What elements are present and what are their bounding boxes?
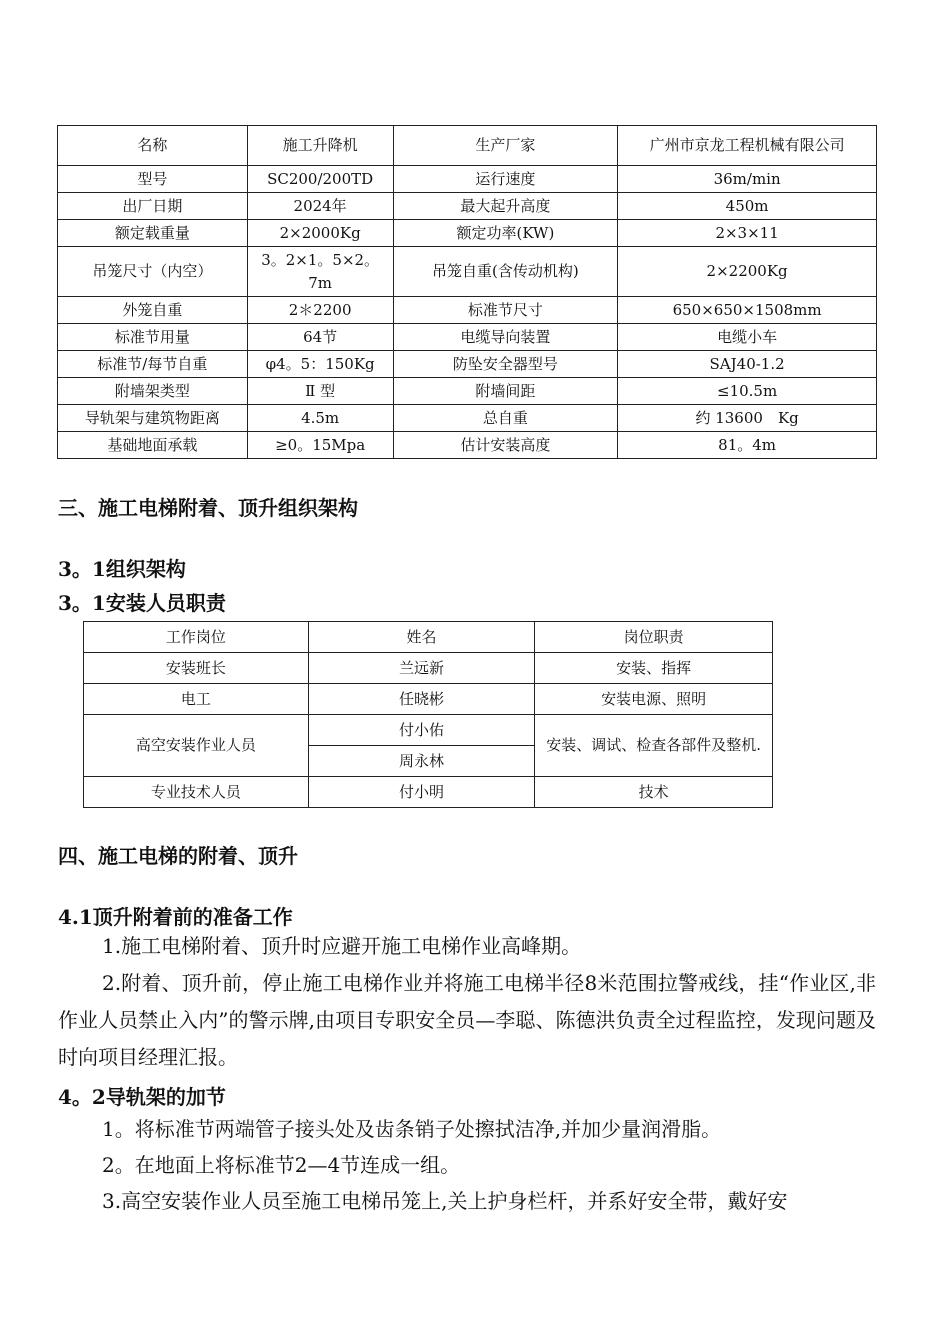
- table-cell: 总自重: [393, 405, 618, 432]
- table-cell: 专业技术人员: [84, 777, 309, 808]
- table-row: [84, 653, 773, 684]
- table-row: [58, 351, 877, 378]
- table-row: [84, 684, 773, 715]
- table-cell: Ⅱ 型: [247, 378, 393, 405]
- table-cell: ≥0。15Mpa: [247, 432, 393, 459]
- table-cell: 安装、调试、检查各部件及整机.: [535, 715, 773, 777]
- table-cell: 450m: [618, 193, 877, 220]
- table-cell: 650×650×1508mm: [618, 297, 877, 324]
- table-cell: 运行速度: [393, 166, 618, 193]
- table-cell: 附墙间距: [393, 378, 618, 405]
- table-cell: 导轨架与建筑物距离: [58, 405, 248, 432]
- table-cell: 额定载重量: [58, 220, 248, 247]
- table-row: [84, 715, 773, 746]
- table-row: [58, 220, 877, 247]
- table-cell: 81。4m: [618, 432, 877, 459]
- table-cell: 电缆导向装置: [393, 324, 618, 351]
- table-cell: 任晓彬: [308, 684, 535, 715]
- table-cell: SAJ40-1.2: [618, 351, 877, 378]
- table-row: [58, 324, 877, 351]
- table-row: [58, 405, 877, 432]
- subsection-4-2-heading: 4。2导轨架的加节: [58, 1085, 226, 1109]
- table-cell: ≤10.5m: [618, 378, 877, 405]
- table-row: [58, 166, 877, 193]
- table-cell: 付小明: [308, 777, 535, 808]
- table-cell: 64节: [247, 324, 393, 351]
- table-cell: 基础地面承载: [58, 432, 248, 459]
- table-cell: 广州市京龙工程机械有限公司: [618, 126, 877, 166]
- table-cell: 2×3×11: [618, 220, 877, 247]
- table-cell: φ4。5：150Kg: [247, 351, 393, 378]
- table-row: [58, 126, 877, 166]
- table-cell: 安装班长: [84, 653, 309, 684]
- table-cell: 标准节尺寸: [393, 297, 618, 324]
- table-cell: 约 13600 Kg: [618, 405, 877, 432]
- table-cell: 2024年: [247, 193, 393, 220]
- table-row: [58, 297, 877, 324]
- table-cell: 施工升降机: [247, 126, 393, 166]
- table-cell: 标准节/每节自重: [58, 351, 248, 378]
- table-cell: 3。2×1。5×2。7m: [247, 247, 393, 297]
- table-cell: 型号: [58, 166, 248, 193]
- table-header-cell: 工作岗位: [84, 622, 309, 653]
- table-header-cell: 姓名: [308, 622, 535, 653]
- table-cell: 额定功率(KW): [393, 220, 618, 247]
- table-cell: 高空安装作业人员: [84, 715, 309, 777]
- subsection-4-1-heading: 4.1顶升附着前的准备工作: [58, 905, 293, 929]
- table-cell: 2×2200Kg: [618, 247, 877, 297]
- table-cell: 电缆小车: [618, 324, 877, 351]
- table-cell: 名称: [58, 126, 248, 166]
- table-row: [58, 247, 877, 297]
- table-cell: 防坠安全器型号: [393, 351, 618, 378]
- table-cell: 吊笼自重(含传动机构): [393, 247, 618, 297]
- table-row: [58, 193, 877, 220]
- paragraph: 1。将标准节两端管子接头处及齿条销子处擦拭洁净,并加少量润滑脂。: [102, 1117, 722, 1141]
- table-row: [84, 777, 773, 808]
- table-cell: 附墙架类型: [58, 378, 248, 405]
- section-4-heading: 四、施工电梯的附着、顶升: [58, 844, 298, 868]
- table-cell: 4.5m: [247, 405, 393, 432]
- table-cell: 安装、指挥: [535, 653, 773, 684]
- table-cell: 标准节用量: [58, 324, 248, 351]
- table-cell: 36m/min: [618, 166, 877, 193]
- table-header-cell: 岗位职责: [535, 622, 773, 653]
- table-row: [58, 378, 877, 405]
- table-cell: 周永林: [308, 746, 535, 777]
- table-cell: 估计安装高度: [393, 432, 618, 459]
- section-3-heading: 三、施工电梯附着、顶升组织架构: [58, 496, 358, 520]
- table-cell: 安装电源、照明: [535, 684, 773, 715]
- paragraph: 1.施工电梯附着、顶升时应避开施工电梯作业高峰期。: [102, 934, 582, 958]
- subsection-3-1-duties-heading: 3。1安装人员职责: [58, 591, 226, 615]
- staff-duty-table: [83, 621, 773, 808]
- table-header-row: [84, 622, 773, 653]
- paragraph: 2.附着、顶升前，停止施工电梯作业并将施工电梯半径8米范围拉警戒线，挂“作业区,非作业人员禁止入内”的警示牌,由项目专职安全员—李聪、陈德洪负责全过程监控，发现问题及时向项目经理汇报。: [58, 971, 876, 1069]
- table-cell: 最大起升高度: [393, 193, 618, 220]
- table-cell: 出厂日期: [58, 193, 248, 220]
- table-cell: 电工: [84, 684, 309, 715]
- table-cell: 付小佑: [308, 715, 535, 746]
- table-cell: 技术: [535, 777, 773, 808]
- subsection-3-1-heading: 3。1组织架构: [58, 557, 186, 581]
- equipment-spec-table: [57, 125, 877, 459]
- paragraph: 2。在地面上将标准节2—4节连成一组。: [102, 1153, 461, 1177]
- table-cell: 外笼自重: [58, 297, 248, 324]
- table-cell: 2＊2200: [247, 297, 393, 324]
- table-cell: 兰远新: [308, 653, 535, 684]
- table-cell: 吊笼尺寸（内空）: [58, 247, 248, 297]
- table-cell: 2×2000Kg: [247, 220, 393, 247]
- table-cell: SC200/200TD: [247, 166, 393, 193]
- paragraph: 3.高空安装作业人员至施工电梯吊笼上,关上护身栏杆，并系好安全带，戴好安: [102, 1189, 788, 1213]
- table-cell: 生产厂家: [393, 126, 618, 166]
- table-row: [58, 432, 877, 459]
